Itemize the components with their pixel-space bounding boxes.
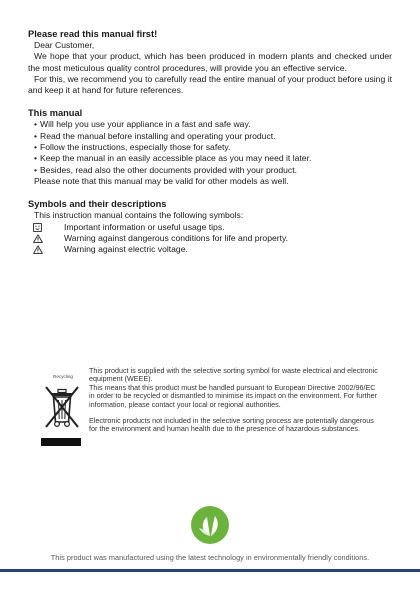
intro-paragraph-2: For this, we recommend you to carefully read the entire manual of your product before using it and keep it at hand for future references. [28, 73, 392, 96]
symbol-description: Warning against dangerous conditions for life and property. [64, 232, 289, 243]
list-item: • Will help you use your appliance in a fast and safe way. [34, 119, 251, 130]
this-manual-section [28, 107, 392, 187]
symbol-description: Warning against electric voltage. [64, 244, 188, 255]
greeting-text: Dear Customer, [34, 40, 95, 50]
weee-paragraph-2: This means that this product must be handled pursuant to European Directive 2002/96/EC in order to be recycled or dismantled to minimise its impact on the environment. For further information, please contact your local or regional authorities. [89, 382, 378, 409]
symbols-intro: This instruction manual contains the following symbols: [34, 210, 244, 221]
warning-icon [28, 245, 64, 254]
recycling-caption: Recycling [53, 374, 73, 379]
weee-paragraph-1: This product is supplied with the selective sorting symbol for waste electrical and electronic equipment (WEEE). [89, 366, 378, 384]
intro-paragraph-1: We hope that your product, which has been produced in modern plants and checked under the most meticulous quality control procedures, will provide you an effective service. [28, 51, 392, 73]
crossed-bin-icon [40, 380, 84, 430]
symbol-description: Important information or useful usage tips. [64, 221, 225, 232]
footer-statement: This product was manufactured using the latest technology in environmentally friendly conditions. [50, 553, 370, 562]
this-manual-heading: This manual [28, 108, 83, 119]
warning-icon [28, 234, 64, 243]
symbols-heading: Symbols and their descriptions [28, 199, 167, 210]
weee-black-bar [41, 438, 81, 446]
manual-page [28, 28, 392, 255]
list-item: • Besides, read also the other documents provided with your product. [34, 164, 298, 175]
weee-text-block [89, 367, 380, 434]
this-manual-list [28, 119, 392, 175]
footer-accent-bar [0, 569, 420, 572]
list-item: • Follow the instructions, especially those for safety. [34, 142, 231, 153]
weee-logo [40, 374, 86, 446]
symbol-row-danger [28, 233, 392, 244]
symbol-row-info [28, 222, 392, 233]
validity-note: Please note that this manual may be valid for other models as well. [34, 175, 289, 186]
eco-leaf-icon [190, 505, 230, 545]
list-item: • Read the manual before installing and operating your product. [34, 130, 276, 141]
symbols-section [28, 198, 392, 255]
weee-paragraph-3: Electronic products not included in the selective sorting process are potentially dangerous for the environment and human health due to the presence of hazardous substances. [89, 416, 374, 434]
intro-heading: Please read this manual first! [28, 29, 158, 39]
list-item: • Keep the manual in an easily accessible place as you may need it later. [34, 153, 312, 164]
symbol-row-voltage [28, 244, 392, 255]
info-icon [28, 223, 64, 232]
